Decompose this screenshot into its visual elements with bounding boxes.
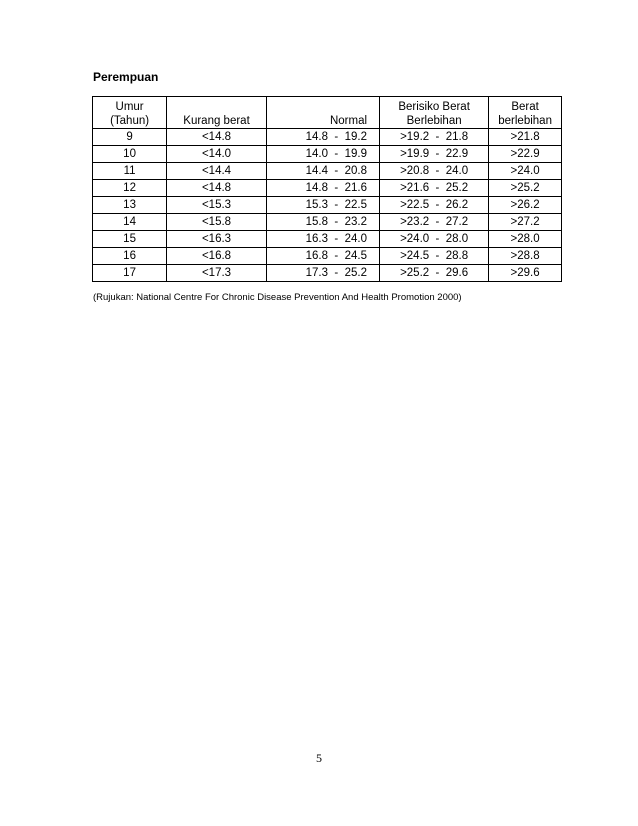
table-row <box>93 248 562 265</box>
cell-normal: 15.3 - 22.5 <box>266 197 379 214</box>
table-header-row <box>93 97 562 129</box>
reference-note: (Rujukan: National Centre For Chronic Disease Prevention And Health Promotion 2000) <box>93 292 462 303</box>
cell-normal: 16.3 - 24.0 <box>266 231 379 248</box>
cell-umur: 15 <box>93 231 167 248</box>
bmi-table <box>92 96 562 282</box>
header-umur <box>93 97 167 129</box>
cell-berisiko-berat: >19.2 - 21.8 <box>380 129 489 146</box>
cell-umur: 14 <box>93 214 167 231</box>
table-row <box>93 231 562 248</box>
section-heading: Perempuan <box>93 70 159 84</box>
header-normal <box>266 97 379 129</box>
table-row <box>93 129 562 146</box>
header-line: Berisiko Berat <box>398 101 470 113</box>
cell-berat-berlebihan: >29.6 <box>489 265 562 282</box>
cell-kurang-berat: <16.8 <box>167 248 267 265</box>
cell-berisiko-berat: >24.0 - 28.0 <box>380 231 489 248</box>
cell-kurang-berat: <15.8 <box>167 214 267 231</box>
cell-berisiko-berat: >24.5 - 28.8 <box>380 248 489 265</box>
table-row <box>93 180 562 197</box>
cell-umur: 13 <box>93 197 167 214</box>
page-number: 5 <box>316 751 322 765</box>
cell-kurang-berat: <15.3 <box>167 197 267 214</box>
cell-normal: 16.8 - 24.5 <box>266 248 379 265</box>
cell-kurang-berat: <14.0 <box>167 146 267 163</box>
cell-berisiko-berat: >21.6 - 25.2 <box>380 180 489 197</box>
cell-berisiko-berat: >22.5 - 26.2 <box>380 197 489 214</box>
cell-normal: 17.3 - 25.2 <box>266 265 379 282</box>
table-row <box>93 197 562 214</box>
header-line: (Tahun) <box>110 115 150 127</box>
cell-berat-berlebihan: >22.9 <box>489 146 562 163</box>
cell-kurang-berat: <14.8 <box>167 129 267 146</box>
header-line: Berlebihan <box>406 115 462 127</box>
header-berisiko-berat <box>380 97 489 129</box>
cell-kurang-berat: <17.3 <box>167 265 267 282</box>
header-line: berlebihan <box>498 115 552 127</box>
header-line: Normal <box>329 115 368 127</box>
table-row <box>93 214 562 231</box>
cell-normal: 15.8 - 23.2 <box>266 214 379 231</box>
cell-umur: 17 <box>93 265 167 282</box>
cell-umur: 11 <box>93 163 167 180</box>
table-body <box>93 129 562 282</box>
header-line: Kurang berat <box>183 115 250 127</box>
cell-berat-berlebihan: >24.0 <box>489 163 562 180</box>
table-row <box>93 265 562 282</box>
header-line: Berat <box>511 101 539 113</box>
cell-umur: 10 <box>93 146 167 163</box>
header-line: Umur <box>115 101 144 113</box>
cell-berat-berlebihan: >27.2 <box>489 214 562 231</box>
cell-berat-berlebihan: >25.2 <box>489 180 562 197</box>
cell-berat-berlebihan: >21.8 <box>489 129 562 146</box>
cell-berisiko-berat: >23.2 - 27.2 <box>380 214 489 231</box>
table-row <box>93 163 562 180</box>
cell-normal: 14.8 - 21.6 <box>266 180 379 197</box>
cell-umur: 12 <box>93 180 167 197</box>
cell-kurang-berat: <14.8 <box>167 180 267 197</box>
table-row <box>93 146 562 163</box>
cell-berat-berlebihan: >26.2 <box>489 197 562 214</box>
cell-umur: 9 <box>93 129 167 146</box>
cell-kurang-berat: <16.3 <box>167 231 267 248</box>
cell-berisiko-berat: >19.9 - 22.9 <box>380 146 489 163</box>
cell-umur: 16 <box>93 248 167 265</box>
cell-normal: 14.0 - 19.9 <box>266 146 379 163</box>
cell-kurang-berat: <14.4 <box>167 163 267 180</box>
header-kurang-berat <box>167 97 267 129</box>
cell-berat-berlebihan: >28.0 <box>489 231 562 248</box>
cell-normal: 14.4 - 20.8 <box>266 163 379 180</box>
cell-normal: 14.8 - 19.2 <box>266 129 379 146</box>
cell-berat-berlebihan: >28.8 <box>489 248 562 265</box>
cell-berisiko-berat: >20.8 - 24.0 <box>380 163 489 180</box>
header-berat-berlebihan <box>489 97 562 129</box>
cell-berisiko-berat: >25.2 - 29.6 <box>380 265 489 282</box>
